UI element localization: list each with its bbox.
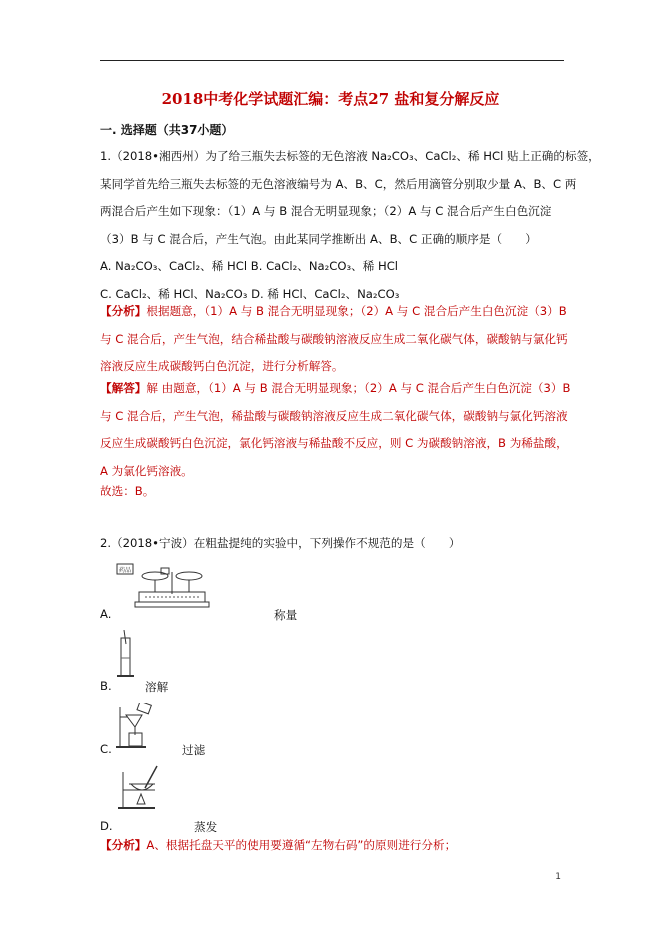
option-letter: C. [100,742,112,756]
option-caption: 溶解 [145,680,169,694]
question-2 [100,530,566,558]
page-number: 1 [555,872,561,882]
analysis-text: 溶液反应生成碳酸钙白色沉淀，进行分析解答。 [100,359,344,373]
balance-icon [115,562,215,614]
answer-text: 解 由题意，（1）A 与 B 混合无明显现象；（2）A 与 C 混合后产生白色沉淀（3）B [146,381,571,395]
option-letter: A. [100,607,112,621]
svg-text:药品: 药品 [119,567,132,574]
analysis-text: 与 C 混合后，产生气泡，结合稀盐酸与碳酸钠溶液反应生成二氧化碳气体，碳酸钠与氯化钙 [100,331,568,346]
analysis-tag: 【分析】 [100,838,147,852]
answer-text: A 为氯化钙溶液。 [100,463,193,478]
header-rule [100,60,564,61]
analysis-text: 根据题意，（1）A 与 B 混合无明显现象；（2）A 与 C 混合后产生白色沉淀（3）B [146,304,567,318]
option-letter: B. [100,679,112,693]
q1-option-ab: A. Na₂CO₃、CaCl₂、稀 HCl B. CaCl₂、Na₂CO₃、稀 HCl [100,259,399,273]
option-caption: 称量 [274,608,298,622]
q1-answer [100,375,571,485]
answer-text: 反应生成碳酸钙白色沉淀，氯化钙溶液与稀盐酸不反应，则 C 为碳酸钠溶液，B 为稀盐酸， [100,436,568,450]
q1-choice [100,478,566,506]
q2-stem: 2.（2018•宁波）在粗盐提纯的实验中，下列操作不规范的是（ ） [100,536,461,550]
cylinder-icon [113,630,139,682]
option-caption: 蒸发 [194,820,218,834]
page-title: 2018中考化学试题汇编：考点27 盐和复分解反应 [161,90,500,108]
section-heading: 一. 选择题（共37小题） [100,123,234,137]
analysis-text: A、根据托盘天平的使用要遵循“左物右码”的原则进行分析； [146,838,457,852]
q1-line: 1.（2018•湘西州）为了给三瓶失去标签的无色溶液 Na₂CO₃、CaCl₂、稀 HCl 贴上正确的标签， [100,149,600,163]
q1-option-cd: C. CaCl₂、稀 HCl、Na₂CO₃ D. 稀 HCl、CaCl₂、Na₂CO₃ [100,286,400,301]
analysis-tag: 【分析】 [100,304,147,318]
choice-text: 故选：B。 [100,484,155,498]
q1-line: （3）B 与 C 混合后，产生气泡。由此某同学推断出 A、B、C 正确的顺序是（ ） [100,231,537,246]
answer-tag: 【解答】 [100,381,147,395]
option-caption: 过滤 [182,743,206,757]
evaporation-icon [115,764,167,814]
q2-analysis [100,832,566,860]
q1-line: 两混合后产生如下现象：（1）A 与 B 混合无明显现象；（2）A 与 C 混合后产生白色沉淀 [100,204,552,218]
option-letter: D. [100,819,113,833]
question-1 [100,143,600,308]
answer-text: 与 C 混合后，产生气泡，稀盐酸与碳酸钠溶液反应生成二氧化碳气体，碳酸钠与氯化钙溶液 [100,408,568,423]
q1-line: 某同学首先给三瓶失去标签的无色溶液编号为 A、B、C，然后用滴管分别取少量 A、B、C 两 [100,176,577,191]
funnel-icon [116,703,160,751]
q1-analysis [100,298,566,381]
